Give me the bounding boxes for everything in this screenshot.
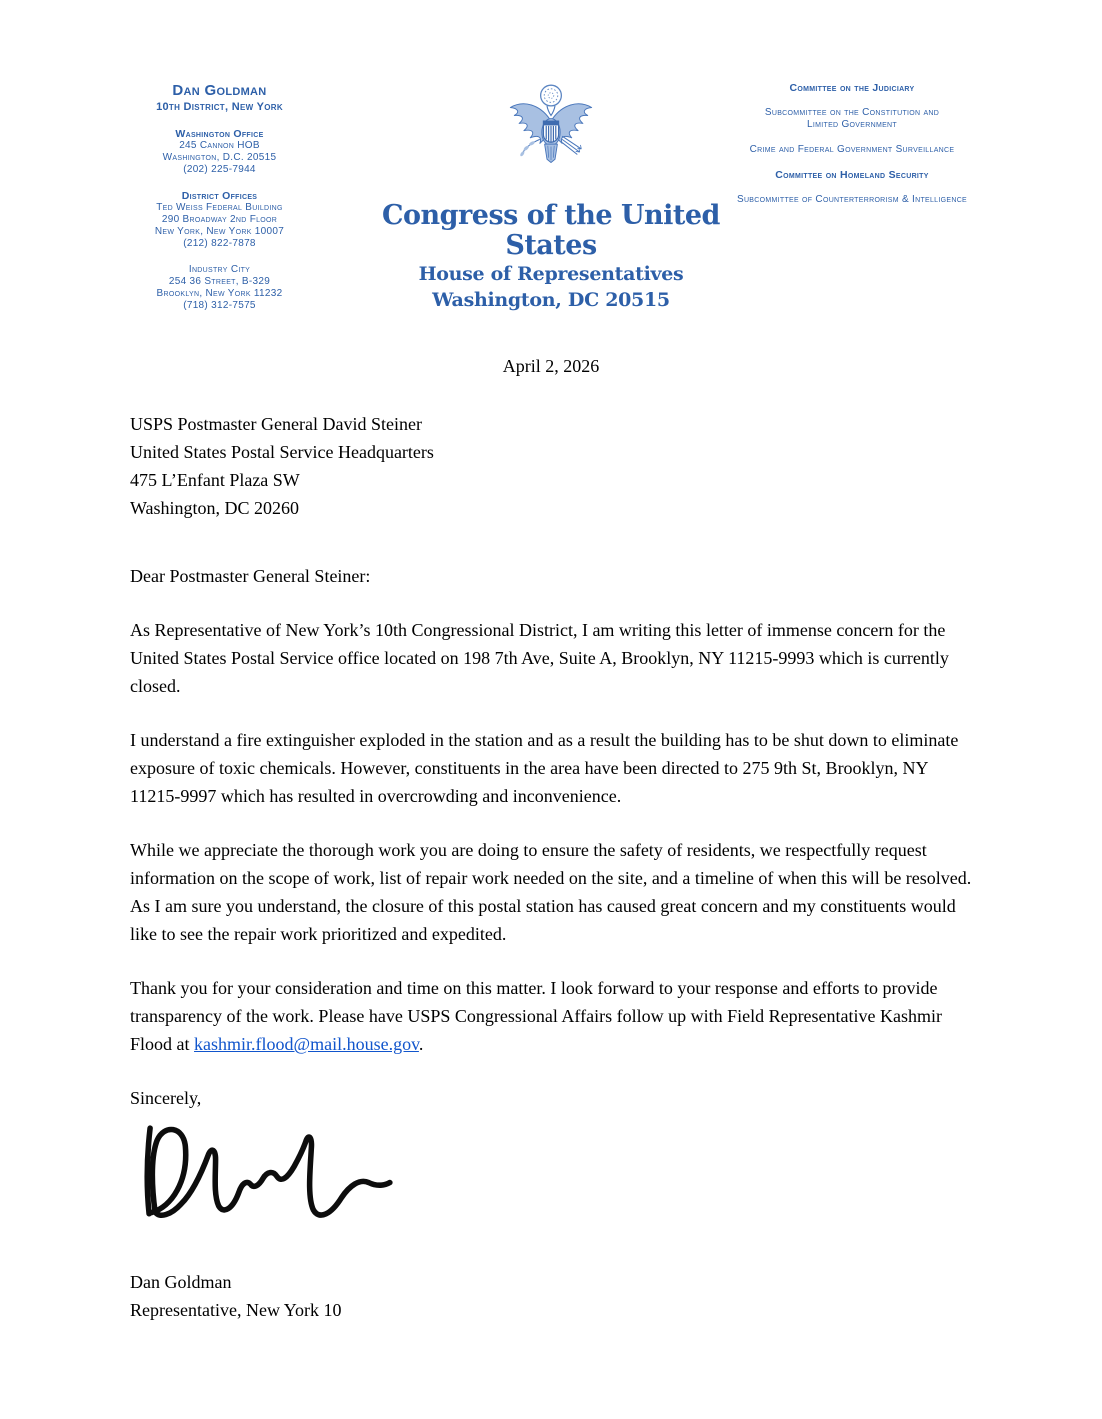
subcommittee-line: Subcommittee of Counterterrorism & Intelligence — [736, 194, 968, 205]
committee-judiciary-heading: Committee on the Judiciary — [789, 82, 915, 94]
signature-block — [130, 1268, 972, 1324]
signer-title: Representative, New York 10 — [130, 1300, 342, 1320]
recipient-address-block — [130, 410, 972, 522]
district-offices-heading: District Offices — [181, 190, 258, 202]
washington-office-line: 245 Cannon HOB — [179, 140, 260, 151]
member-contact-block — [112, 82, 327, 312]
salutation: Dear Postmaster General Steiner: — [130, 566, 371, 586]
closing-text-before-link: Thank you for your consideration and time on this matter. I look forward to your response and efforts to provide transparency of the work. Please have USPS Congressional Affairs follow up with Field Representative Kashmir Flood at — [130, 978, 943, 1054]
subcommittee-line: Crime and Federal Government Surveillance — [749, 144, 955, 155]
paragraph-3: While we appreciate the thorough work you are doing to ensure the safety of residents, we respectfully request information on the scope of work, list of repair work needed on the site, and a timeline of when this will be resolved. As I am sure you understand, the closure of this postal station has caused great concern and my constituents would like to see the repair work prioritized and expedited. — [130, 840, 972, 944]
member-district: 10th District, New York — [156, 101, 283, 113]
handwritten-signature-image — [138, 1118, 410, 1234]
district-office-line: Brooklyn, New York 11232 — [156, 288, 283, 299]
masthead-line-washington: Washington, DC 20515 — [432, 289, 670, 311]
district-office-line: Ted Weiss Federal Building — [156, 202, 283, 213]
subcommittee-line: Subcommittee on the Constitution and — [764, 107, 940, 118]
paragraph-1: As Representative of New York’s 10th Congressional District, I am writing this letter of immense concern for the United States Postal Service office located on 198 7th Ave, Suite A, Brooklyn, NY 11215-9993 which is currently closed. — [130, 620, 949, 696]
district-office-line: (718) 312-7575 — [183, 300, 256, 311]
recipient-line: USPS Postmaster General David Steiner — [130, 414, 422, 434]
masthead — [380, 82, 722, 313]
recipient-line: United States Postal Service Headquarters — [130, 442, 434, 462]
recipient-line: Washington, DC 20260 — [130, 498, 300, 518]
closing-text-after-link: . — [418, 1034, 424, 1054]
committee-homeland-heading: Committee on Homeland Security — [775, 169, 929, 181]
email-link[interactable]: kashmir.flood@mail.house.gov — [194, 1034, 419, 1054]
washington-office-line: (202) 225-7944 — [183, 164, 256, 175]
letter-date: April 2, 2026 — [502, 356, 600, 376]
paragraph-2: I understand a fire extinguisher exploded in the station and as a result the building has to be shut down to eliminate exposure of toxic chemicals. However, constituents in the area have been directed to 275 9th St, Brooklyn, NY 11215-9997 which has resulted in overcrowding and inconvenience. — [130, 730, 959, 806]
district-office-line: New York, New York 10007 — [154, 226, 285, 237]
signer-name: Dan Goldman — [130, 1272, 232, 1292]
valediction: Sincerely, — [130, 1088, 202, 1108]
district-office-line: 290 Broadway 2nd Floor — [161, 214, 278, 225]
district-office-line: (212) 822-7878 — [183, 238, 256, 249]
washington-office-heading: Washington Office — [175, 128, 264, 140]
recipient-line: 475 L’Enfant Plaza SW — [130, 470, 300, 490]
committee-assignments-block — [726, 82, 978, 206]
subcommittee-line: Limited Government — [807, 119, 897, 130]
district-office-line: 254 36 Street, B-329 — [168, 276, 271, 287]
member-name: Dan Goldman — [172, 82, 267, 99]
great-seal-eagle-icon — [503, 82, 599, 184]
paragraph-4 — [130, 974, 972, 1058]
washington-office-line: Washington, D.C. 20515 — [162, 152, 277, 163]
masthead-line-house: House of Representatives — [418, 263, 684, 285]
masthead-line-congress: Congress of the United States — [382, 200, 720, 261]
district-office-line: Industry City — [188, 264, 251, 275]
letter-body — [130, 352, 972, 1324]
